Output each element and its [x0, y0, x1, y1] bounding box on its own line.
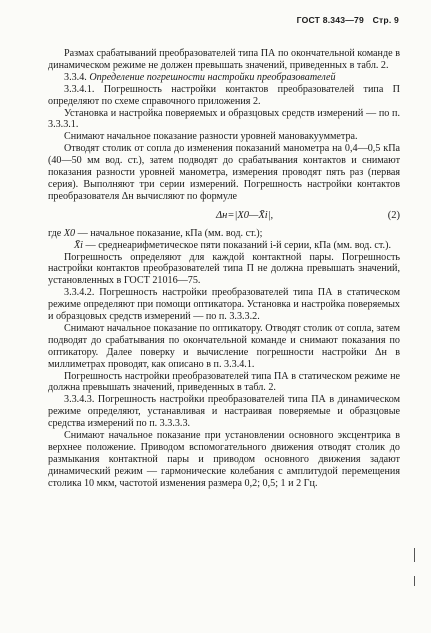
legend-row-1 — [48, 228, 400, 240]
page-number: Стр. 9 — [372, 15, 399, 25]
margin-mark — [414, 548, 415, 562]
legend-symbol: X̄i — [74, 239, 83, 251]
legend-symbol: X0 — [63, 227, 76, 239]
paragraph: Погрешность настройки преобразователей типа ПА в статическом режиме не должна превышать значений, приведенных в табл. 2. — [48, 370, 400, 394]
legend-text: — начальное показание, кПа (мм. вод. ст.); — [77, 227, 263, 239]
paragraph: Снимают начальное показание разности уровней мановакуумметра. — [64, 131, 358, 143]
section-title: Определение погрешности настройки преобразователей — [89, 71, 336, 83]
paragraph: 3.3.4.3. Погрешность настройки преобразователей типа ПА в динамическом режиме определяют, устанавливая и настраивая поверяемые и образцовые средства измерений по п. 3.3.3.3. — [48, 394, 400, 430]
where-label: где — [48, 227, 62, 239]
paragraph: Отводят столик от сопла до изменения показаний манометра на 0,4—0,5 кПа (40—50 мм вод. ст.), затем подводят до срабатывания контактов и снимают показания разности уровней манометра, измерения проводят пять раз (первая серия). Выполняют три серии измерений. Погрешность настройки контактов преобразователя Δн вычисляют по формуле — [48, 143, 400, 202]
margin-mark — [414, 576, 415, 586]
paragraph: Размах срабатываний преобразователей типа ПА по окончательной команде в динамическом режиме не должен превышать значений, приведенных в табл. 2. — [48, 48, 400, 71]
paragraph: Установка и настройка поверяемых и образцовых средств измерений — по п. 3.3.3.1. — [48, 107, 400, 131]
document-body — [48, 48, 400, 490]
section-number: 3.3.4. — [64, 71, 90, 83]
legend-row-2 — [48, 240, 400, 252]
formula: Δн=|X0—X̄i|, — [216, 209, 274, 221]
paragraph: 3.3.4.1. Погрешность настройки контактов преобразователей типа П определяют по схеме справочного приложения 2. — [48, 83, 400, 107]
standard-number: ГОСТ 8.343—79 — [296, 15, 364, 25]
paragraph: 3.3.4.2. Погрешность настройки преобразователей типа ПА в статическом режиме определяют при помощи оптикатора. Установка и настройка поверяемых и образцовых средств измерений — по п. 3.3.3.2. — [48, 287, 400, 323]
paragraph: Погрешность определяют для каждой контактной пары. Погрешность настройки контактов преобразователей типа П не должна превышать значений, установленных в ГОСТ 21016—75. — [48, 251, 400, 287]
formula-legend — [48, 228, 400, 252]
legend-text: — среднеарифметическое пяти показаний i-й серии, кПа (мм. вод. ст.). — [85, 239, 391, 251]
page-header — [297, 15, 399, 25]
formula-number: (2) — [387, 209, 400, 221]
section-heading — [48, 72, 400, 84]
paragraph: Снимают начальное показание при установлении основного эксцентрика в верхнее положение. Приводом вспомогательного движения отводят столик до размыкания контактной пары и приводом основного движения задают динамический режим — гармонические колебания с амплитудой перемещения столика 10 мкм, частотой изменения размера 0,2; 0,5; 1 и 2 Гц. — [48, 430, 400, 489]
paragraph: Снимают начальное показание по оптикатору. Отводят столик от сопла, затем подводят до срабатывания по окончательной команде и снимают показания по оптикатору. Далее поверку и вычисление погрешности настройки Δн в миллиметрах проводят, как описано в п. 3.3.4.1. — [48, 322, 400, 370]
formula-row — [48, 210, 400, 222]
